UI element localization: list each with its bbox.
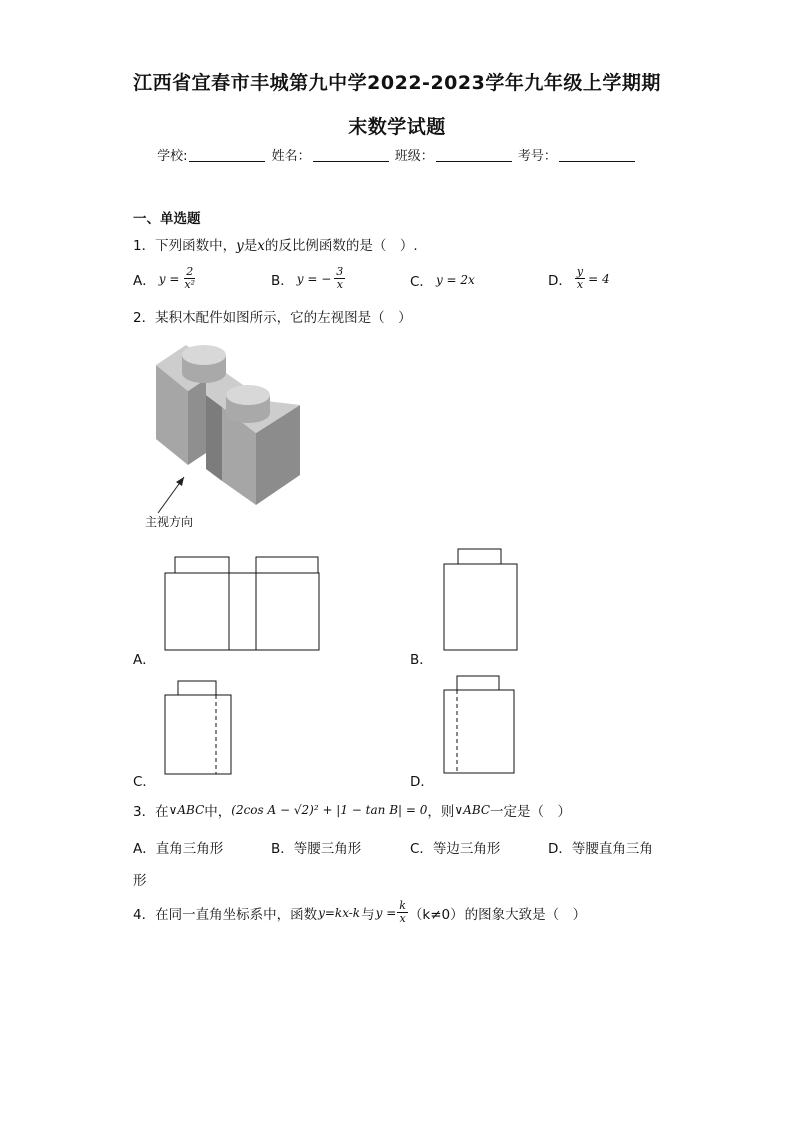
q3-stem-c: ，则 bbox=[427, 804, 455, 820]
q1-option-d-label: D． bbox=[548, 272, 572, 289]
q2-option-b-drawing bbox=[443, 548, 519, 652]
q1-option-a-label: A． bbox=[133, 272, 156, 289]
q4-func1: y=kx-k bbox=[318, 905, 361, 920]
q2-block-figure bbox=[138, 335, 313, 535]
q4-stem-a: 4．在同一直角坐标系中，函数 bbox=[133, 906, 318, 923]
q1-option-b-num: 3 bbox=[336, 265, 344, 278]
stud-back bbox=[182, 345, 226, 383]
q2-option-b-label: B． bbox=[410, 652, 433, 668]
q1-option-b-den: x bbox=[336, 278, 343, 291]
name-label: 姓名： bbox=[271, 149, 311, 164]
class-label: 班级： bbox=[394, 149, 434, 164]
q1-option-c-label: C． bbox=[410, 274, 433, 290]
q1-option-d-fraction bbox=[575, 266, 585, 291]
arrow-head bbox=[176, 477, 184, 486]
q1-option-d-den: x bbox=[576, 278, 584, 291]
q1-stem-b: 是 bbox=[243, 238, 258, 254]
q2-option-a-label: A． bbox=[133, 652, 156, 668]
block-notch-face bbox=[206, 395, 222, 481]
school-blank bbox=[189, 149, 265, 162]
student-info-line bbox=[0, 145, 794, 164]
name-blank bbox=[313, 149, 389, 162]
q1-option-a bbox=[133, 266, 197, 291]
q2-option-d-label: D． bbox=[410, 774, 434, 790]
q4-stem-b: 与 bbox=[361, 906, 375, 923]
q1-option-a-num: 2 bbox=[186, 265, 194, 278]
q2-stem: 2．某积木配件如图所示，它的左视图是（ ） bbox=[133, 310, 412, 326]
q3-option-d-continued: 形 bbox=[133, 873, 147, 889]
q1-option-c-expr: y = 2x bbox=[435, 273, 475, 287]
q1-option-c bbox=[410, 270, 475, 290]
q4-func2-lhs: y = bbox=[375, 905, 397, 920]
q2-option-a-drawing bbox=[164, 556, 322, 652]
school-label: 学校: bbox=[157, 149, 188, 164]
q3-triangle: ∨ABC bbox=[168, 803, 205, 817]
q1-option-d-rhs: = 4 bbox=[588, 271, 610, 286]
id-label: 考号： bbox=[517, 149, 557, 164]
q2-figure-caption: 主视方向 bbox=[145, 515, 194, 529]
q4-condition: （k≠0） bbox=[408, 906, 464, 923]
q1-stem-c: 的反比例函数的是（ ）. bbox=[264, 238, 418, 254]
q1-option-b-fraction bbox=[334, 266, 345, 291]
q3-triangle2: ∨ABC bbox=[454, 803, 491, 817]
q3-equation: (2cos A − √2)² + |1 − tan B| = 0 bbox=[231, 803, 428, 817]
q1-option-d bbox=[548, 266, 610, 291]
q1-option-a-lhs: y = bbox=[158, 271, 180, 286]
q4-func2-den: x bbox=[399, 912, 406, 925]
exam-title-line1: 江西省宜春市丰城第九中学2022-2023学年九年级上学期期 bbox=[133, 72, 661, 94]
q4-stem-c: 的图象大致是（ ） bbox=[464, 906, 587, 923]
exam-title-line2: 末数学试题 bbox=[348, 116, 446, 138]
q3-option-d: D．等腰直角三角 bbox=[548, 841, 653, 857]
q3-option-c: C．等边三角形 bbox=[410, 841, 501, 857]
q4-stem bbox=[133, 900, 586, 925]
q2-option-c-label: C． bbox=[133, 774, 156, 790]
q2-option-c-drawing bbox=[164, 680, 234, 776]
block-left-side-face bbox=[188, 379, 206, 465]
q3-stem-d: 一定是（ ） bbox=[490, 804, 572, 820]
section-heading: 一、单选题 bbox=[133, 211, 201, 227]
q3-option-a: A．直角三角形 bbox=[133, 841, 224, 857]
q1-stem bbox=[133, 234, 418, 254]
q3-option-b: B．等腰三角形 bbox=[271, 841, 362, 857]
stud-front bbox=[226, 385, 270, 423]
q1-var-x: x bbox=[257, 238, 265, 254]
q1-option-a-den: x² bbox=[184, 278, 196, 291]
q1-var-y: y bbox=[236, 238, 244, 254]
q2-option-d-drawing bbox=[443, 675, 517, 775]
id-blank bbox=[559, 149, 635, 162]
q4-func2-fraction bbox=[397, 900, 408, 925]
q1-option-b-lhs: y = − bbox=[296, 271, 332, 286]
q1-stem-a: 1．下列函数中， bbox=[133, 238, 237, 254]
class-blank bbox=[436, 149, 512, 162]
q3-stem-a: 3．在 bbox=[133, 804, 169, 820]
q3-stem bbox=[133, 800, 571, 820]
q4-func2-num: k bbox=[399, 899, 406, 912]
q1-option-a-fraction bbox=[182, 266, 197, 291]
q1-option-d-num: y bbox=[576, 265, 584, 278]
q3-stem-b: 中， bbox=[204, 804, 232, 820]
q1-option-b bbox=[271, 266, 345, 291]
q1-option-b-label: B． bbox=[271, 272, 294, 289]
